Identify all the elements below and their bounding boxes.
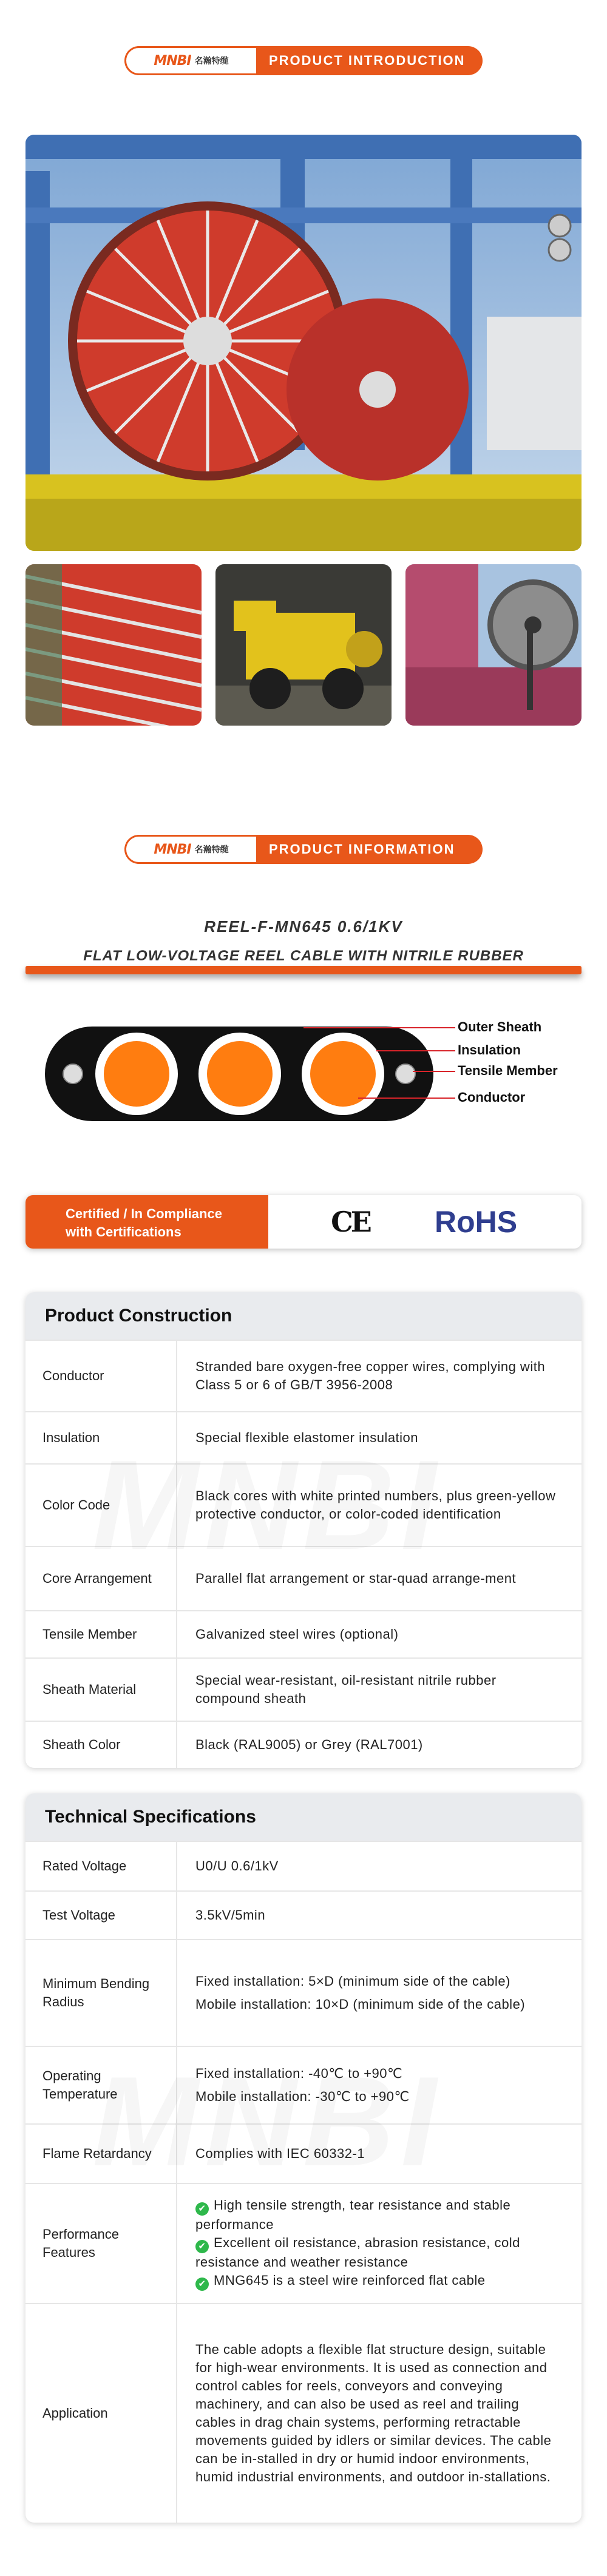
certification-bar	[25, 1195, 582, 1249]
row-key: Application	[25, 2304, 177, 2523]
brand-logo	[124, 46, 258, 75]
row-value: 3.5kV/5min	[195, 1907, 266, 1923]
row-key: Conductor	[25, 1341, 177, 1411]
row-key: Sheath Material	[25, 1659, 177, 1721]
intro-section-header	[124, 46, 483, 75]
table-row	[25, 1340, 582, 1411]
bending-mobile: Mobile installation: 10×D (minimum side of the cable)	[195, 1997, 526, 2012]
table-row	[25, 1841, 582, 1890]
row-value: Special flexible elastomer insulation	[195, 1430, 419, 1445]
logo-mark: MNBI	[154, 53, 191, 69]
row-key: Core Arrangement	[25, 1547, 177, 1610]
row-key: Performance Features	[25, 2184, 177, 2303]
feature-item: ✔ High tensile strength, tear resistance and stable performance	[195, 2197, 511, 2232]
rohs-mark: RoHS	[435, 1205, 518, 1239]
table-row	[25, 1610, 582, 1657]
conductor-shape-3	[310, 1041, 376, 1107]
row-value: Black (RAL9005) or Grey (RAL7001)	[195, 1737, 423, 1752]
label-insulation: Insulation	[458, 1042, 521, 1057]
conductor-shape-2	[207, 1041, 273, 1107]
table-row	[25, 1546, 582, 1610]
row-value: Special wear-resistant, oil-resistant nitrile rubber compound sheath	[195, 1673, 497, 1706]
construction-table	[25, 1292, 582, 1768]
construction-table-title: Product Construction	[25, 1292, 582, 1340]
label-outer-sheath: Outer Sheath	[458, 1019, 542, 1034]
logo-cn: 名瀚特缆	[194, 56, 229, 66]
crane-reel-photo	[405, 564, 582, 726]
temperature-mobile: Mobile installation: -30℃ to +90℃	[195, 2089, 410, 2104]
row-value: The cable adopts a flexible flat structure design, suitable for high-wear environments. It is used as connection and control cables for reels, conveyors and conveying machinery, and can also be used as reel and trailing cables in drag chain systems, performing retractable movements guided by idlers or similar devices. The cable can be in-stalled in dry or humid indoor environments, humid industrial environments, and outdoor in-stallations.	[195, 2342, 552, 2484]
row-value: Galvanized steel wires (optional)	[195, 1627, 399, 1642]
main-product-photo	[25, 135, 582, 551]
logo-cn-2: 名瀚特缆	[194, 845, 229, 855]
feature-item: ✔ Excellent oil resistance, abrasion resistance, cold resistance and weather resistance	[195, 2235, 520, 2270]
row-value: Complies with IEC 60332-1	[195, 2146, 365, 2161]
table-row	[25, 2123, 582, 2183]
intro-section-title: PRODUCT INTRODUCTION	[269, 53, 466, 68]
table-row	[25, 1657, 582, 1721]
row-value: Stranded bare oxygen-free copper wires, complying with Class 5 or 6 of GB/T 3956-2008	[195, 1359, 546, 1392]
row-key: Minimum Bending Radius	[25, 1940, 177, 2046]
row-key: Flame Retardancy	[25, 2125, 177, 2183]
feature-item: ✔ MNG645 is a steel wire reinforced flat cable	[195, 2271, 563, 2291]
brand-logo-2	[124, 835, 258, 864]
row-key: Tensile Member	[25, 1611, 177, 1657]
table-row	[25, 1721, 582, 1768]
tensile-member-shape-1	[63, 1064, 83, 1084]
product-model: REEL-F-MN645 0.6/1KV	[204, 917, 403, 936]
row-value	[177, 2184, 582, 2303]
temperature-fixed: Fixed installation: -40℃ to +90℃	[195, 2066, 403, 2081]
table-row	[25, 1463, 582, 1546]
table-row	[25, 2303, 582, 2523]
label-conductor: Conductor	[458, 1090, 526, 1105]
logo-mark-2: MNBI	[154, 841, 191, 857]
table-row	[25, 1890, 582, 1939]
product-subtitle: FLAT LOW-VOLTAGE REEL CABLE WITH NITRILE RUBBER	[83, 948, 524, 964]
specifications-table	[25, 1793, 582, 2523]
check-icon: ✔	[195, 2202, 209, 2216]
row-key: Sheath Color	[25, 1722, 177, 1768]
row-key: Color Code	[25, 1465, 177, 1546]
bending-fixed: Fixed installation: 5×D (minimum side of the cable)	[195, 1974, 510, 1989]
check-icon: ✔	[195, 2240, 209, 2253]
row-key: Rated Voltage	[25, 1842, 177, 1890]
row-value	[177, 1940, 582, 2046]
row-key: Operating Temperature	[25, 2047, 177, 2123]
row-value: U0/U 0.6/1kV	[195, 1858, 279, 1873]
info-section-title: PRODUCT INFORMATION	[269, 841, 455, 857]
row-key: Insulation	[25, 1412, 177, 1463]
check-icon: ✔	[195, 2278, 209, 2291]
table-row	[25, 2183, 582, 2303]
ce-mark: CE	[331, 1205, 370, 1238]
table-row	[25, 2046, 582, 2123]
conductor-shape-1	[104, 1041, 169, 1107]
row-value: Parallel flat arrangement or star-quad arrange-ment	[195, 1571, 517, 1586]
table-row	[25, 1939, 582, 2046]
row-value	[177, 2047, 582, 2123]
reel-closeup-photo	[25, 564, 202, 726]
certification-text: Certified / In Compliance with Certifications	[25, 1195, 268, 1249]
label-tensile-member: Tensile Member	[458, 1063, 558, 1078]
mining-vehicle-photo	[215, 564, 392, 726]
specifications-table-title: Technical Specifications	[25, 1793, 582, 1841]
row-key: Test Voltage	[25, 1892, 177, 1939]
table-row	[25, 1411, 582, 1463]
title-underline	[25, 966, 582, 974]
tensile-member-shape-2	[396, 1064, 415, 1084]
row-value: Black cores with white printed numbers, plus green-yellow protective conductor, or color-coded identification	[195, 1488, 556, 1522]
info-section-header	[124, 835, 483, 864]
